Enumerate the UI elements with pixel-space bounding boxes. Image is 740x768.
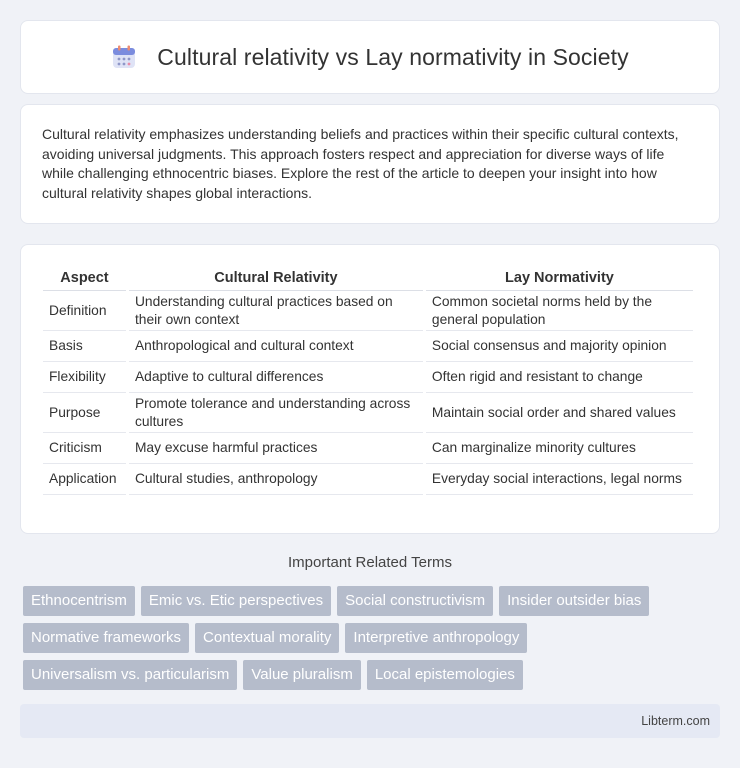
row-cultural-relativity: Adaptive to cultural differences <box>129 362 423 393</box>
column-header-aspect: Aspect <box>43 265 126 291</box>
row-aspect: Purpose <box>43 393 126 433</box>
footer-brand[interactable]: Libterm.com <box>641 714 710 728</box>
table-row <box>43 393 693 433</box>
related-term-tag[interactable]: Contextual morality <box>195 623 339 653</box>
table-row <box>43 464 693 495</box>
row-lay-normativity: Common societal norms held by the general population <box>426 291 693 331</box>
intro-text: Cultural relativity emphasizes understanding beliefs and practices within their specific cultural contexts, avoiding universal judgments. This approach fosters respect and appreciation for diverse ways of life while challenging ethnocentric biases. Explore the rest of the article to deepen your insight into how cultural relativity shapes global interactions. <box>42 126 679 201</box>
table-row <box>43 433 693 464</box>
table-header-row <box>43 265 693 291</box>
row-aspect: Flexibility <box>43 362 126 393</box>
table-row <box>43 362 693 393</box>
row-cultural-relativity: May excuse harmful practices <box>129 433 423 464</box>
related-terms-tags <box>23 586 723 697</box>
intro-card <box>20 104 720 224</box>
row-lay-normativity: Everyday social interactions, legal norms <box>426 464 693 495</box>
related-term-tag[interactable]: Universalism vs. particularism <box>23 660 237 690</box>
related-term-tag[interactable]: Normative frameworks <box>23 623 189 653</box>
related-term-tag[interactable]: Value pluralism <box>243 660 360 690</box>
row-cultural-relativity: Cultural studies, anthropology <box>129 464 423 495</box>
related-terms-title: Important Related Terms <box>288 554 452 571</box>
row-cultural-relativity: Promote tolerance and understanding across cultures <box>129 393 423 433</box>
footer <box>20 704 720 738</box>
row-aspect: Application <box>43 464 126 495</box>
related-term-tag[interactable]: Emic vs. Etic perspectives <box>141 586 331 616</box>
related-term-tag[interactable]: Ethnocentrism <box>23 586 135 616</box>
related-term-tag[interactable]: Insider outsider bias <box>499 586 649 616</box>
header-card <box>20 20 720 94</box>
row-lay-normativity: Social consensus and majority opinion <box>426 331 693 362</box>
row-cultural-relativity: Understanding cultural practices based on their own context <box>129 291 423 331</box>
row-lay-normativity: Often rigid and resistant to change <box>426 362 693 393</box>
related-term-tag[interactable]: Local epistemologies <box>367 660 523 690</box>
row-aspect: Basis <box>43 331 126 362</box>
row-aspect: Criticism <box>43 433 126 464</box>
comparison-table <box>40 265 696 495</box>
related-term-tag[interactable]: Interpretive anthropology <box>345 623 527 653</box>
row-aspect: Definition <box>43 291 126 331</box>
comparison-table-card <box>20 244 720 534</box>
table-row <box>43 291 693 331</box>
page-title: Cultural relativity vs Lay normativity in Society <box>157 43 629 70</box>
calendar-icon <box>111 44 137 70</box>
row-lay-normativity: Can marginalize minority cultures <box>426 433 693 464</box>
row-lay-normativity: Maintain social order and shared values <box>426 393 693 433</box>
table-row <box>43 331 693 362</box>
related-term-tag[interactable]: Social constructivism <box>337 586 493 616</box>
column-header-lay-normativity: Lay Normativity <box>426 265 693 291</box>
row-cultural-relativity: Anthropological and cultural context <box>129 331 423 362</box>
column-header-cultural-relativity: Cultural Relativity <box>129 265 423 291</box>
